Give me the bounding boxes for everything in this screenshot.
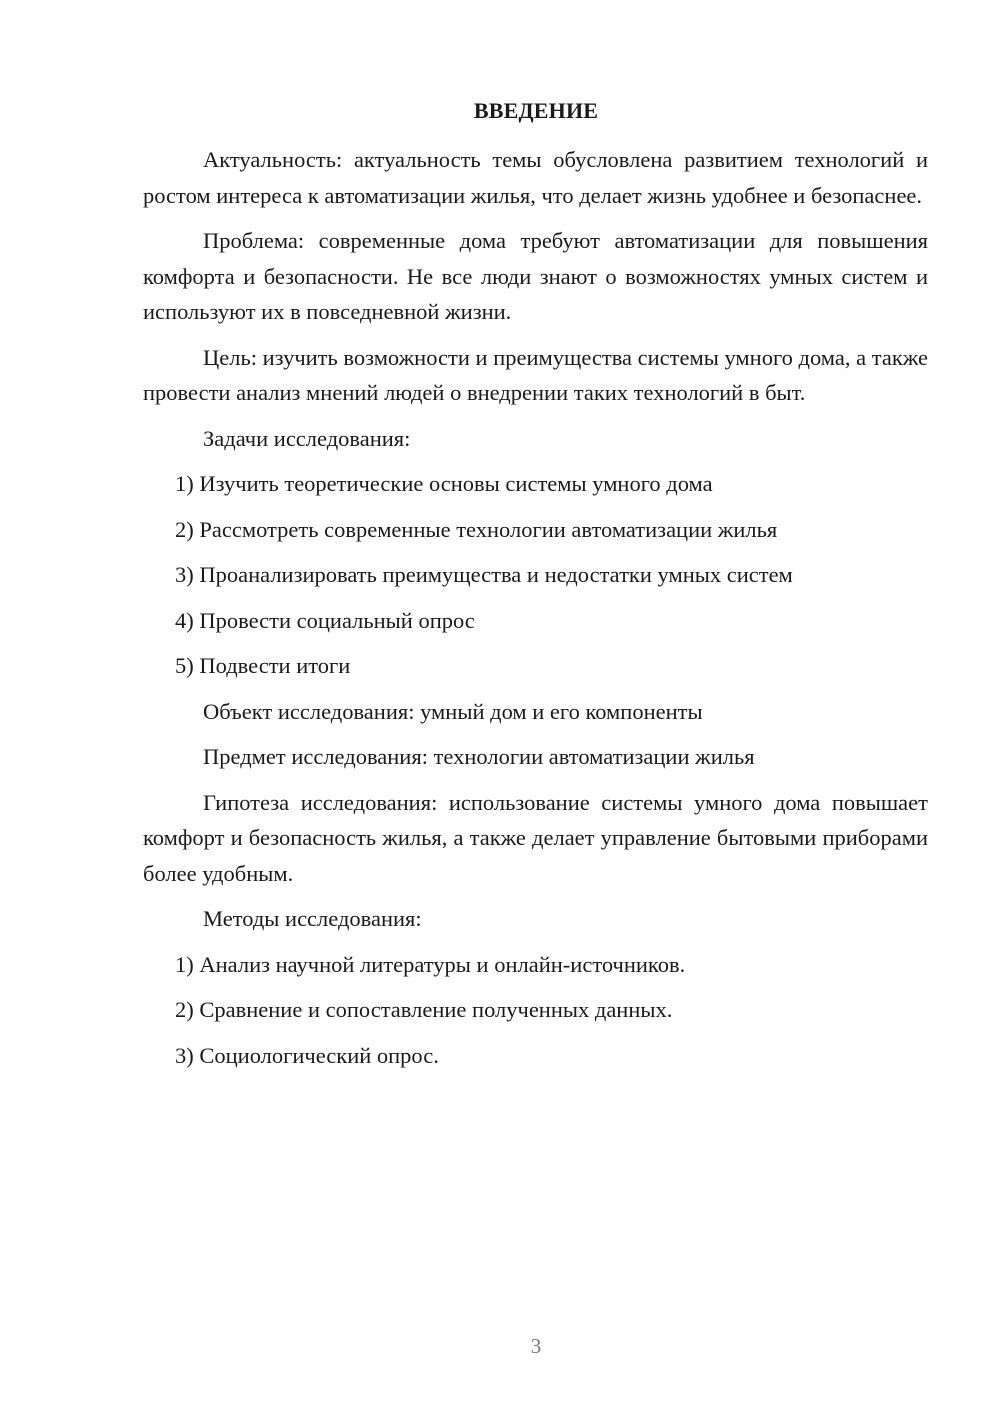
task-item-4: 4) Провести социальный опрос [175,607,475,633]
relevance-paragraph: Актуальность: актуальность темы обусловлена развитием технологий и ростом интереса к автоматизации жилья, что делает жизнь удобнее и безопаснее. [143,147,928,208]
document-body [143,142,928,1083]
section-title: ВВЕДЕНИЕ [473,98,599,123]
task-item-3: 3) Проанализировать преимущества и недостатки умных систем [175,562,793,587]
research-object: Объект исследования: умный дом и его компоненты [203,698,703,724]
hypothesis-paragraph: Гипотеза исследования: использование системы умного дома повышает комфорт и безопасность жилья, а также делает управление бытовыми приборами более удобным. [143,789,928,886]
page-number: 3 [530,1334,542,1358]
method-item-1: 1) Анализ научной литературы и онлайн-источников. [175,951,686,977]
goal-paragraph: Цель: изучить возможности и преимущества системы умного дома, а также провести анализ мнений людей о внедрении таких технологий в быт. [143,344,928,405]
task-item-5: 5) Подвести итоги [175,653,351,678]
research-subject: Предмет исследования: технологии автоматизации жилья [203,744,755,769]
problem-paragraph: Проблема: современные дома требуют автоматизации для повышения комфорта и безопасности. Не все люди знают о возможностях умных систем и используют их в повседневной жизни. [143,228,928,324]
method-item-2: 2) Сравнение и сопоставление полученных данных. [175,997,673,1022]
tasks-heading: Задачи исследования: [203,425,411,451]
task-item-1: 1) Изучить теоретические основы системы умного дома [175,471,713,496]
methods-heading: Методы исследования: [203,906,422,931]
task-item-2: 2) Рассмотреть современные технологии автоматизации жилья [175,516,778,542]
method-item-3: 3) Социологический опрос. [175,1042,439,1068]
